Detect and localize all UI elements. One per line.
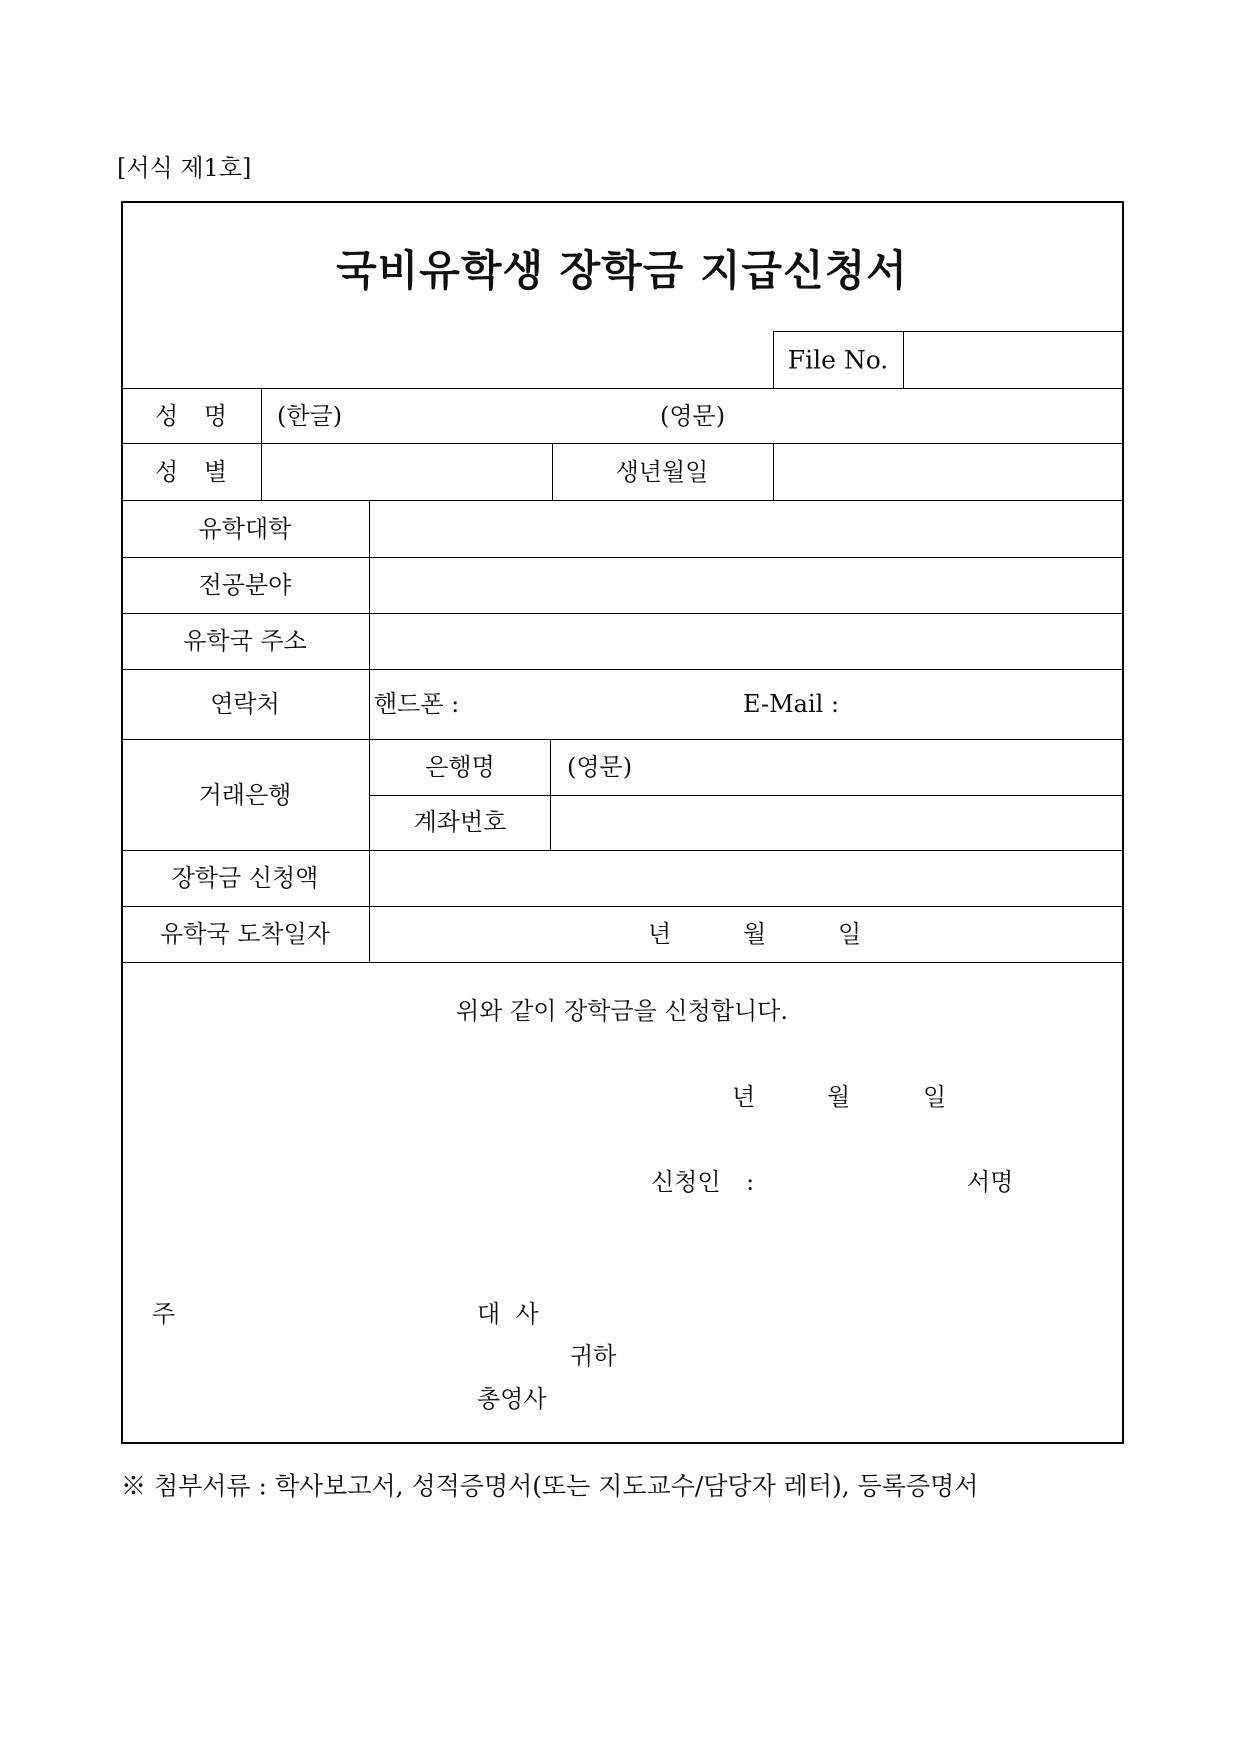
major-field[interactable]: [370, 558, 1123, 612]
declaration-statement: 위와 같이 장학금을 신청합니다.: [456, 997, 788, 1025]
birthdate-label: 생년월일: [615, 458, 709, 486]
gender-field[interactable]: [262, 444, 551, 499]
declaration-day: 일: [923, 1083, 947, 1111]
ambassador-label: 대 사: [477, 1300, 539, 1328]
university-field[interactable]: [370, 501, 1123, 556]
declaration-month: 월: [827, 1083, 851, 1111]
phone-field[interactable]: 핸드폰 :: [374, 690, 460, 718]
divider: [121, 388, 1124, 389]
amount-field[interactable]: [370, 851, 1123, 905]
form-number: [서식 제1호]: [117, 154, 252, 182]
university-label: 유학대학: [198, 515, 292, 543]
divider: [121, 906, 1124, 907]
bank-label: 거래은행: [198, 781, 292, 809]
divider: [121, 669, 1124, 670]
addressee-prefix: 주: [152, 1300, 176, 1328]
major-label: 전공분야: [198, 571, 292, 599]
gender-label: 성 별: [155, 458, 227, 486]
attachments-footnote: ※ 첨부서류 : 학사보고서, 성적증명서(또는 지도교수/담당자 레터), 등록증명서: [121, 1471, 979, 1501]
birthdate-field[interactable]: [774, 444, 1123, 499]
amount-label: 장학금 신청액: [171, 864, 319, 892]
email-field[interactable]: E-Mail :: [743, 690, 840, 718]
arrival-year[interactable]: 년: [648, 920, 672, 948]
file-no-label: File No.: [787, 345, 889, 375]
declaration-year: 년: [732, 1083, 756, 1111]
divider: [121, 739, 1124, 740]
contact-label: 연락처: [210, 690, 280, 718]
divider: [121, 962, 1124, 963]
file-no-field[interactable]: [904, 332, 1123, 387]
applicant-label: 신청인 :: [651, 1168, 755, 1196]
arrival-label: 유학국 도착일자: [160, 920, 330, 948]
honorific-label: 귀하: [570, 1342, 617, 1370]
divider: [773, 331, 774, 388]
signature-label: 서명: [967, 1168, 1014, 1196]
bank-name-field[interactable]: (영문): [567, 753, 633, 781]
address-label: 유학국 주소: [183, 627, 307, 655]
address-field[interactable]: [370, 614, 1123, 668]
page-title: 국비유학생 장학금 지급신청서: [336, 246, 908, 295]
account-field[interactable]: [551, 796, 1123, 849]
consul-general-label: 총영사: [477, 1385, 547, 1413]
name-korean-field[interactable]: (한글): [277, 402, 343, 430]
account-label: 계좌번호: [413, 808, 507, 836]
arrival-day[interactable]: 일: [838, 920, 862, 948]
arrival-month[interactable]: 월: [743, 920, 767, 948]
divider: [552, 443, 553, 500]
name-label: 성 명: [155, 402, 227, 430]
bank-name-label: 은행명: [425, 753, 495, 781]
name-english-field[interactable]: (영문): [660, 402, 726, 430]
